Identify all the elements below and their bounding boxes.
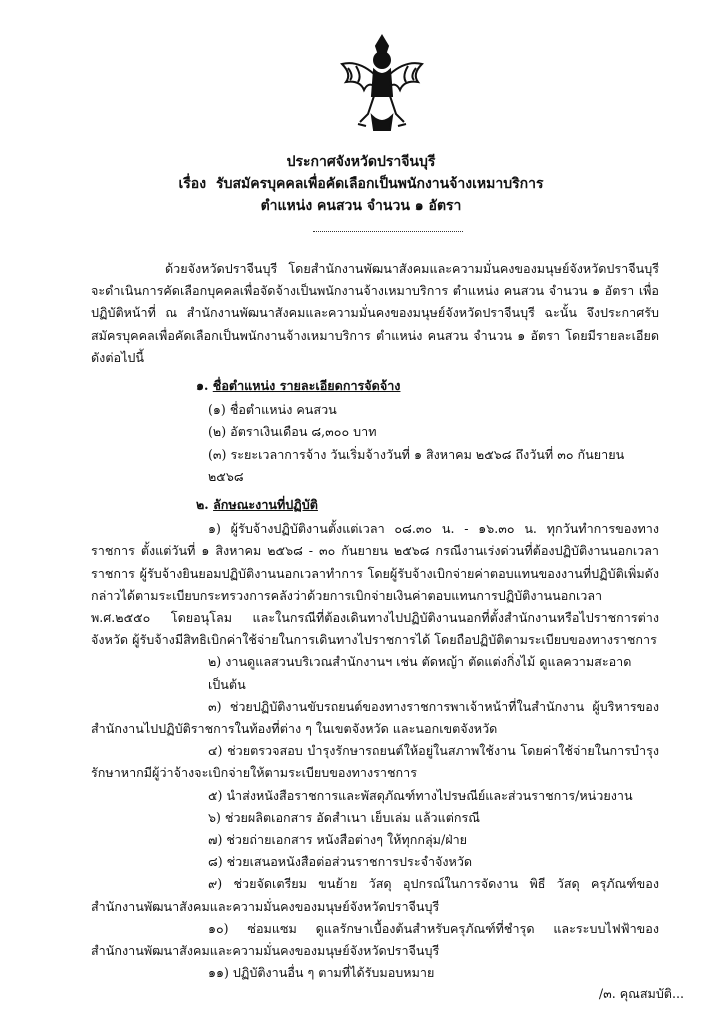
- section-1-item: (๓) ระยะเวลาการจ้าง วันเริ่มจ้างวันที่ ๑ สิงหาคม ๒๕๖๘ ถึงวันที่ ๓๐ กันยายน ๒๕๖๘: [208, 446, 625, 484]
- section-2-item: ๔) ช่วยตรวจสอบ บำรุงรักษารถยนต์ให้อยู่ในสภาพใช้งาน โดยค่าใช้จ่ายในการบำรุงรักษาหากมีผู้ว่าจ้างจะเบิกจ่ายให้ตามระเบียบของทางราชการ: [91, 743, 659, 781]
- announcement-subject: [0, 173, 722, 195]
- page-continuation: /๓. คุณสมบัติ...: [598, 986, 684, 1001]
- document-body: [91, 258, 659, 985]
- subject-label: เรื่อง: [178, 176, 207, 192]
- section-2-item: ๑๑) ปฏิบัติงานอื่น ๆ ตามที่ได้รับมอบหมาย: [208, 965, 435, 981]
- section-1-title: ชื่อตำแหน่ง รายละเอียดการจัดจ้าง: [212, 378, 401, 394]
- announcement-position: ตำแหน่ง คนสวน จำนวน ๑ อัตรา: [260, 198, 462, 214]
- section-1-item: (๒) อัตราเงินเดือน ๘,๓๐๐ บาท: [208, 424, 377, 440]
- section-2-item: ๑) ผู้รับจ้างปฏิบัติงานตั้งแต่เวลา ๐๘.๓๐ น. - ๑๖.๓๐ น. ทุกวันทำการของทางราชการ ตั้งแต่วันที่ ๑ สิงหาคม ๒๕๖๘ - ๓๐ กันยายน ๒๕๖๘ กรณีงานเร่งด่วนที่ต้องปฏิบัติงานนอกเวลาราชการ ผู้รับจ้างยินยอมปฏิบัติงานนอกเวลาทำการ โดยผู้รับจ้างเบิกจ่ายค่าตอบแทนของงานที่ปฏิบัติเพิ่มดังกล่าวได้ตามระเบียบกระทรวงการคลังว่าด้วยการเบิกจ่ายเงินค่าตอบแทนการปฏิบัติงานนอกเวลา พ.ศ.๒๕๕๐ โดยอนุโลม และในกรณีที่ต้องเดินทางไปปฏิบัติงานนอกที่ตั้งสำนักงานหรือไปราชการต่างจังหวัด ผู้รับจ้างมีสิทธิเบิกค่าใช้จ่ายในการเดินทางไปราชการได้ โดยถือปฏิบัติตามระเบียบของทางราชการ: [91, 521, 659, 648]
- intro-paragraph: ด้วยจังหวัดปราจีนบุรี โดยสำนักงานพัฒนาสังคมและความมั่นคงของมนุษย์จังหวัดปราจีนบุรี จะดำเนินการคัดเลือกบุคคลเพื่อจัดจ้างเป็นพนักงานจ้างเหมาบริการ ตำแหน่ง คนสวน จำนวน ๑ อัตรา เพื่อปฏิบัติหน้าที่ ณ สำนักงานพัฒนาสังคมและความมั่นคงของมนุษย์จังหวัดปราจีนบุรี ฉะนั้น จึงประกาศรับสมัครบุคคลเพื่อคัดเลือกเป็นพนักงานจ้างเหมาบริการ ตำแหน่ง คนสวน จำนวน ๑ อัตรา โดยมีรายละเอียดดังต่อไปนี้: [91, 261, 659, 365]
- section-1-number: ๑.: [196, 378, 209, 394]
- section-1-heading: [91, 375, 659, 397]
- section-2-item: ๒) งานดูแลสวนบริเวณสำนักงานฯ เช่น ตัดหญ้า ตัดแต่งกิ่งไม้ ดูแลความสะอาด เป็นต้น: [208, 654, 632, 692]
- section-2-item: ๓) ช่วยปฏิบัติงานขับรถยนต์ของทางราชการพาเจ้าหน้าที่ในสำนักงาน ผู้บริหารของสำนักงานไปปฏิบัติราชการในท้องที่ต่าง ๆ ในเขตจังหวัด และนอกเขตจังหวัด: [91, 698, 659, 737]
- section-2-item: ๘) ช่วยเสนอหนังสือต่อส่วนราชการประจำจังหวัด: [208, 854, 473, 870]
- section-2-item: ๗) ช่วยถ่ายเอกสาร หนังสือต่างๆ ให้ทุกกลุ่ม/ฝ่าย: [208, 832, 468, 848]
- section-2-item: ๕) นำส่งหนังสือราชการและพัสดุภัณฑ์ทางไปรษณีย์และส่วนราชการ/หน่วยงาน: [208, 787, 633, 803]
- section-2-item: ๖) ช่วยผลิตเอกสาร อัดสำเนา เย็บเล่ม แล้วแต่กรณี: [208, 809, 480, 825]
- announcement-title: ประกาศจังหวัดปราจีนบุรี: [286, 154, 436, 170]
- subject-text: รับสมัครบุคคลเพื่อคัดเลือกเป็นพนักงานจ้างเหมาบริการ: [216, 176, 544, 192]
- section-2-number: ๒.: [196, 497, 209, 513]
- section-1-item: (๑) ชื่อตำแหน่ง คนสวน: [208, 402, 337, 418]
- section-2-heading: [91, 494, 659, 516]
- section-2-item: ๙) ช่วยจัดเตรียม ขนย้าย วัสดุ อุปกรณ์ในการจัดงาน พิธี วัสดุ ครุภัณฑ์ของสำนักงานพัฒนาสังคมและความมั่นคงของมนุษย์จังหวัดปราจีนบุรี: [91, 876, 659, 914]
- garuda-emblem-icon: [334, 30, 430, 140]
- section-2-item: ๑๐) ซ่อมแซม ดูแลรักษาเบื้องต้นสำหรับครุภัณฑ์ที่ชำรุด และระบบไฟฟ้าของสำนักงานพัฒนาสังคมและความมั่นคงของมนุษย์จังหวัดปราจีนบุรี: [91, 920, 659, 959]
- dotted-divider: [313, 230, 463, 232]
- section-2-title: ลักษณะงานที่ปฏิบัติ: [213, 497, 318, 513]
